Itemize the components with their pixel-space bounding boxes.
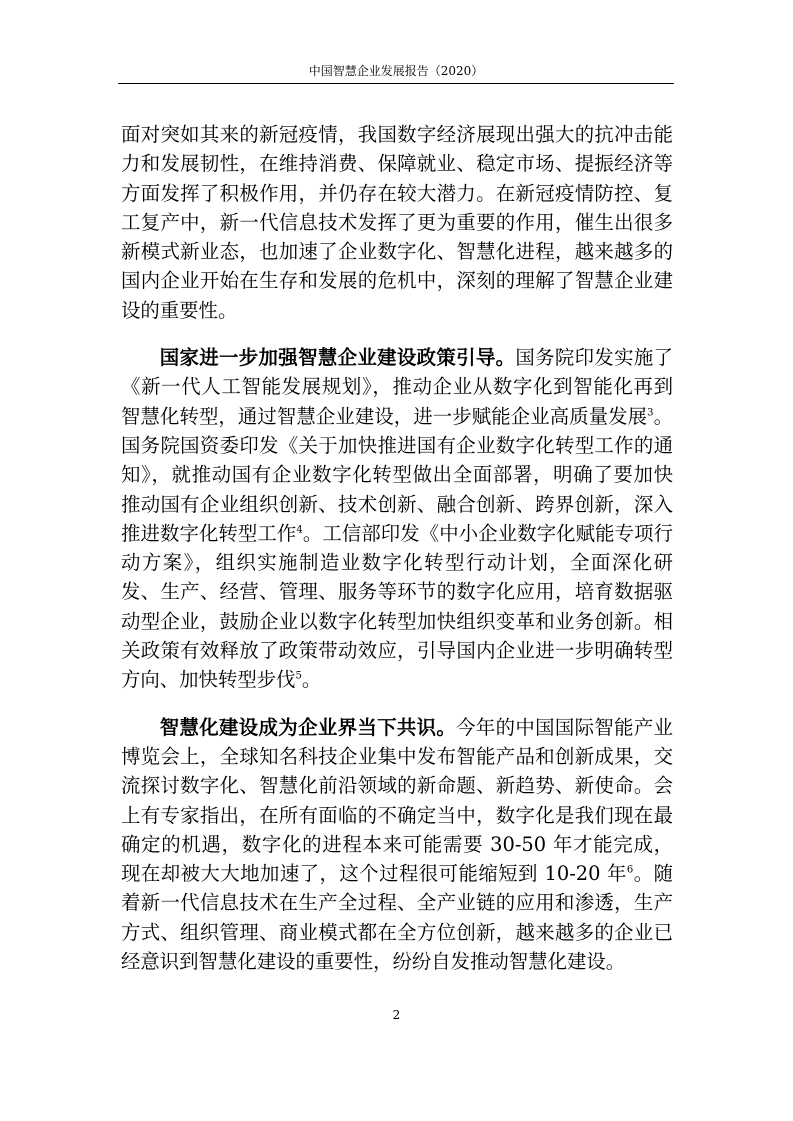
paragraph-text: 国务院印发实施了《新一代人工智能发展规划》，推动企业从数字化到智能化再到智慧化转型，通过智慧企业建设，进一步赋能企业高质量发展	[121, 346, 674, 428]
paragraph-text: 面对突如其来的新冠疫情，我国数字经济展现出强大的抗冲击能力和发展韧性，在维持消费、保障就业、稳定市场、提振经济等方面发挥了积极作用，并仍存在较大潜力。在新冠疫情防控、复工复产中，新一代信息技术发挥了更为重要的作用，催生出很多新模式新业态，也加速了企业数字化、智慧化进程，越来越多的国内企业开始在生存和发展的危机中，深刻的理解了智慧企业建设的重要性。	[121, 123, 673, 322]
paragraph-text: 。工信部印发《中小企业数字化赋能专项行动方案》，组织实施制造业数字化转型行动计划，全面深化研发、生产、经营、管理、服务等环节的数字化应用，培育数据驱动型企业，鼓励企业以数字化转型加快组织变革和业务创新。相关政策有效释放了政策带动效应，引导国内企业进一步明确转型方向、加快转型步伐	[121, 521, 674, 692]
document-body	[121, 120, 673, 994]
footnote-ref: 4	[296, 524, 303, 536]
footnote-ref: 3	[647, 407, 654, 419]
paragraph-lead: 国家进一步加强智慧企业建设政策引导。	[159, 346, 516, 370]
footnote-ref: 6	[626, 864, 634, 876]
paragraph-lead: 智慧化建设成为企业界当下共识。	[159, 715, 457, 739]
paragraph-consensus	[121, 713, 673, 977]
paragraph-text: 。国务院国资委印发《关于加快推进国有企业数字化转型工作的通知》，就推动国有企业数字化转型做出全面部署，明确了要加快推动国有企业组织创新、技术创新、融合创新、跨界创新，深入推进数字化转型工作	[121, 404, 674, 545]
paragraph-text: 。随着新一代信息技术在生产全过程、全产业链的应用和渗透，生产方式、组织管理、商业模式都在全方位创新，越来越多的企业已经意识到智慧化建设的重要性，纷纷自发推动智慧化建设。	[121, 862, 674, 974]
header-rule	[118, 83, 674, 84]
paragraph-policy	[121, 343, 673, 695]
paragraph-text: 。	[301, 668, 322, 692]
footnote-ref: 5	[295, 670, 302, 682]
page-number: 2	[392, 1008, 401, 1022]
paragraph-text: 今年的中国国际智能产业博览会上，全球知名科技企业集中发布智能产品和创新成果，交流探讨数字化、智慧化前沿领域的新命题、新趋势、新使命。会上有专家指出，在所有面临的不确定当中，数字化是我们现在最确定的机遇，数字化的进程本来可能需要 30-50 年才能完成，现在却被大大地加速了，这个过程很可能缩短到 10-20 年	[121, 715, 674, 886]
paragraph-intro	[121, 120, 673, 325]
running-header: 中国智慧企业发展报告（2020）	[308, 64, 484, 78]
